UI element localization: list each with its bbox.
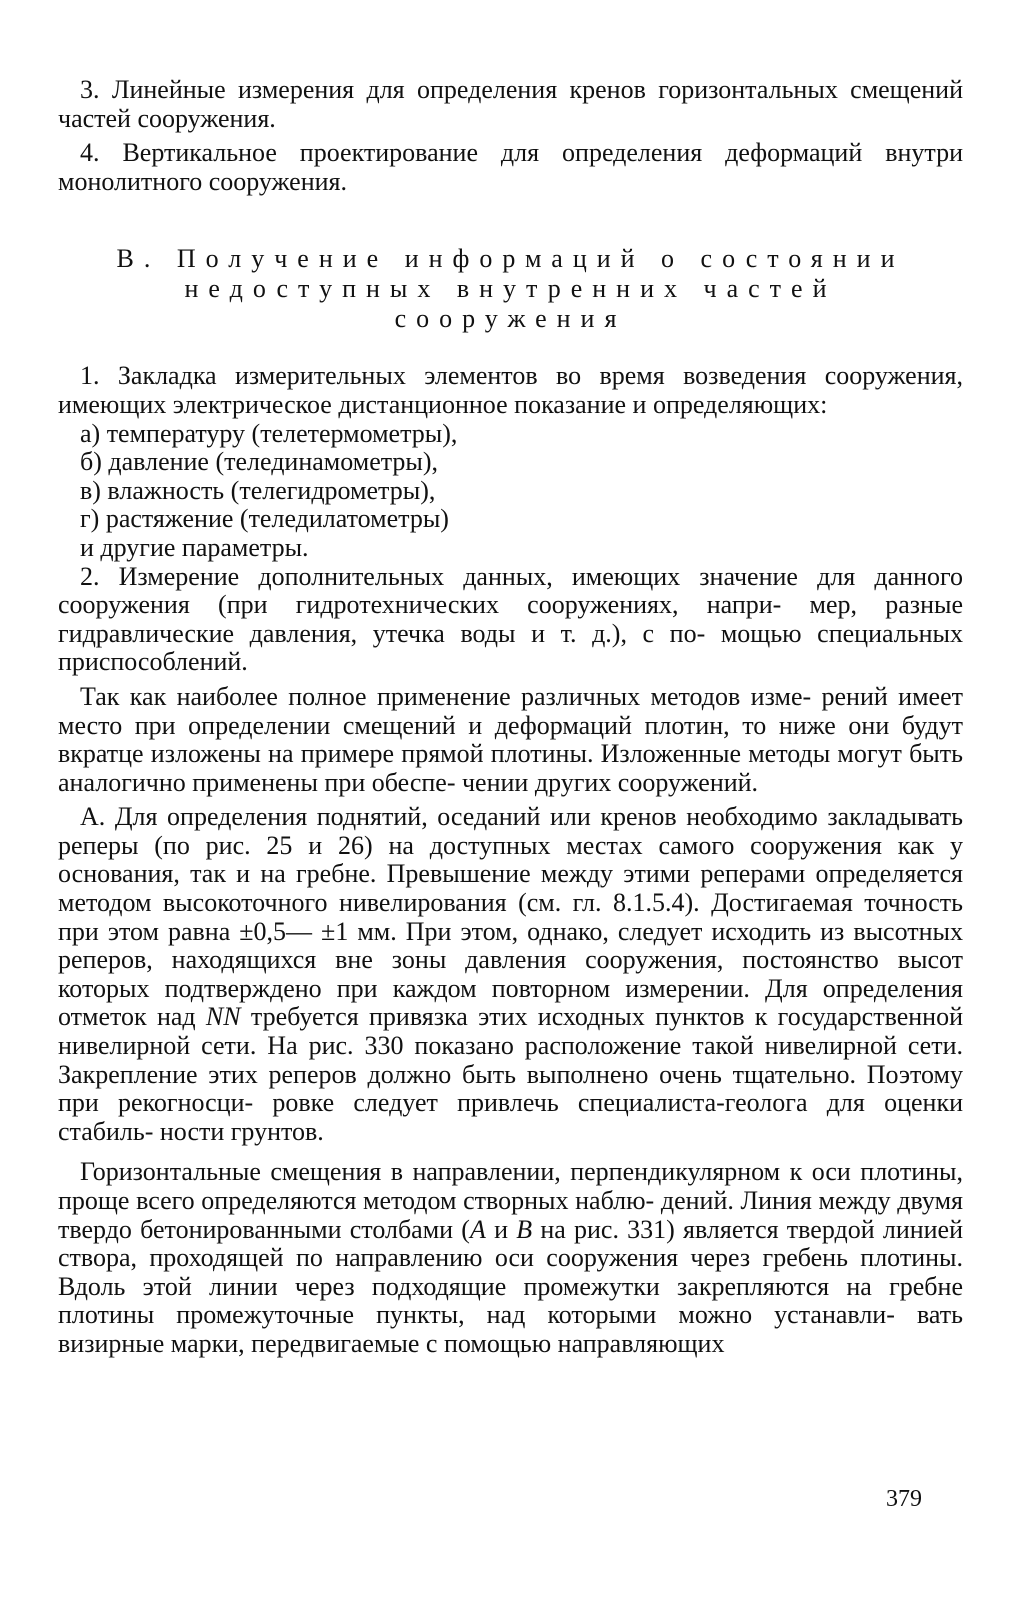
paragraph-a-text-2: требуется привязка этих исходных пунктов к государственной нивелирной сети. На рис. 330 показано расположение такой нивелирной сети. Закрепление этих реперов должно быть выполнено очень тщательно. Поэтому при рекогносци- ровке следует привлечь специалиста-геолога для оценки стабиль- ности грунтов. bbox=[58, 1002, 963, 1146]
list-item-pressure: б) давление (телединамометры), bbox=[80, 447, 439, 477]
list-item-other: и другие параметры. bbox=[80, 532, 309, 562]
page-number: 379 bbox=[886, 1486, 922, 1512]
paragraph-a bbox=[58, 803, 963, 1146]
paragraph-horizontal-text-2: на рис. 331) является твердой линией створа, проходящей по направлению оси сооружения через гребень плотины. Вдоль этой линии через подходящие промежутки закрепляются на гребне плотины промежуточные пункты, над которыми можно устанавли- вать визирные марки, передвигаемые с помощью направляющих bbox=[58, 1214, 964, 1358]
list-item-strain: г) растяжение (теледилатометры) bbox=[80, 504, 449, 534]
section-heading-line-2: недоступных внутренних частей bbox=[184, 274, 837, 304]
page-body bbox=[58, 76, 963, 1359]
section-heading-line-1: В. Получение информаций о состоянии bbox=[116, 244, 905, 274]
paragraph-a-label: А. bbox=[80, 802, 106, 832]
paragraph-b1-intro: 1. Закладка измерительных элементов во время возведения сооружения, имеющих электрическое дистанционное показание и определяющих: bbox=[58, 361, 963, 419]
section-heading bbox=[58, 244, 963, 334]
list-item-temperature: а) температуру (телетермометры), bbox=[80, 418, 458, 448]
paragraph-methods: Так как наиболее полное применение различных методов изме- рений имеет место при определении смещений и деформаций плотин, то ниже они будут вкратце изложены на примере прямой плотины. Изложенные методы могут быть аналогично применены при обеспе- чении других сооружений. bbox=[58, 681, 963, 797]
paragraph-a-text-1: Для определения поднятий, оседаний или кренов необходимо закладывать реперы (по рис. 25 и 26) на доступных местах самого сооружения как у основания, так и на гребне. Превышение между этими реперами определяется методом высокоточного нивелирования (см. гл. 8.1.5.4). Достигаемая точность при этом равна ±0,5— ±1 мм. При этом, однако, следует исходить из высотных реперов, находящихся вне зоны давления сооружения, постоянство высот которых подтверждено при каждом повторном измерении. Для определения отметок над bbox=[58, 802, 963, 1032]
paragraph-horizontal bbox=[58, 1158, 963, 1358]
paragraph-horizontal-a: A bbox=[469, 1214, 486, 1244]
paragraph-item-3: 3. Линейные измерения для определения кренов горизонтальных смещений частей сооружения. bbox=[58, 75, 963, 133]
paragraph-b2: 2. Измерение дополнительных данных, имеющих значение для данного сооружения (при гидротехнических сооружениях, напри- мер, разные гидравлические давления, утечка воды и т. д.), с по- мощью специальных приспособлений. bbox=[58, 561, 963, 677]
paragraph-horizontal-and: и bbox=[485, 1214, 517, 1244]
list-item-humidity: в) влажность (телегидрометры), bbox=[80, 475, 436, 505]
paragraph-horizontal-text-1: Горизонтальные смещения в направлении, перпендикулярном к оси плотины, проще всего определяются методом створных наблю- дений. Линия между двумя твердо бетонированными столбами ( bbox=[58, 1157, 963, 1244]
paragraph-a-nn: NN bbox=[205, 1002, 241, 1032]
section-heading-line-3: сооружения bbox=[394, 304, 627, 334]
paragraph-horizontal-b: B bbox=[516, 1214, 533, 1244]
paragraph-item-4: 4. Вертикальное проектирование для определения деформаций внутри монолитного сооружения. bbox=[58, 138, 963, 196]
